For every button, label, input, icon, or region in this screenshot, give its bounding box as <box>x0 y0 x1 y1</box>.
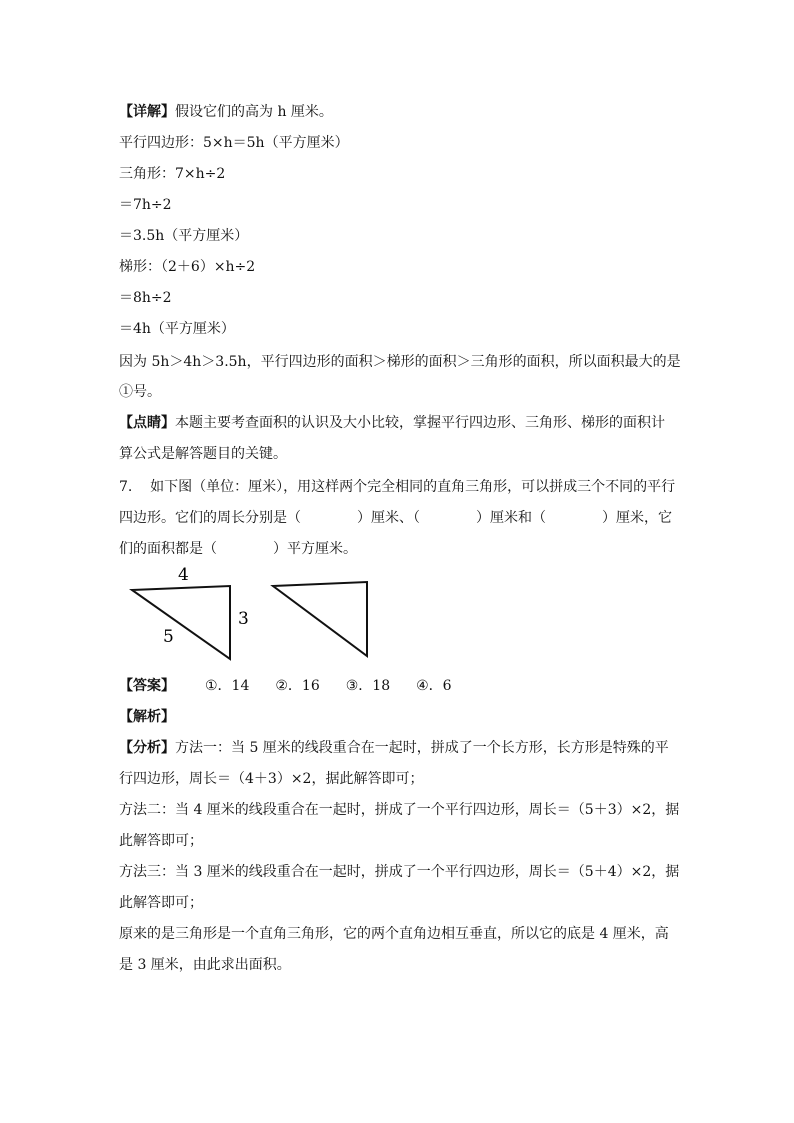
answer-item: ④．6 <box>416 678 452 694</box>
analysis-text: 原来的是三角形是一个直角三角形，它的两个直角边相互垂直，所以它的底是 4 厘米，高 <box>119 926 669 942</box>
question-text: 们的面积都是（ ）平方厘米。 <box>119 541 357 557</box>
right-side-label: 3 <box>238 609 249 629</box>
comment-text: 本题主要考查面积的认识及大小比较，掌握平行四边形、三角形、梯形的面积计 <box>175 415 665 431</box>
detail-intro-line <box>119 102 679 122</box>
question-number: 7. <box>119 479 133 495</box>
analysis-text: 方法二：当 4 厘米的线段重合在一起时，拼成了一个平行四边形，周长＝（5＋3）×2，据 <box>119 802 680 818</box>
hypotenuse-label: 5 <box>163 627 174 647</box>
analysis-text: 方法三：当 3 厘米的线段重合在一起时，拼成了一个平行四边形，周长＝（5＋4）×2，据 <box>119 864 680 880</box>
detail-line: ＝3.5h（平方厘米） <box>119 228 249 244</box>
detail-intro: 假设它们的高为 h 厘米。 <box>175 104 333 120</box>
analysis-line <box>119 738 679 758</box>
analysis-text: 是 3 厘米，由此求出面积。 <box>119 957 291 973</box>
detail-line: 因为 5h＞4h＞3.5h，平行四边形的面积＞梯形的面积＞三角形的面积，所以面积最大的是 <box>119 354 681 370</box>
fenxi-heading: 【分析】 <box>119 740 175 756</box>
triangle-figure <box>120 558 390 668</box>
comment-text: 算公式是解答题目的关键。 <box>119 446 287 462</box>
analysis-text: 此解答即可； <box>119 895 203 911</box>
detail-line: ＝8h÷2 <box>119 290 172 306</box>
detail-line: ＝7h÷2 <box>119 197 172 213</box>
left-triangle <box>132 586 230 659</box>
detail-heading: 【详解】 <box>119 104 175 120</box>
detail-line: 三角形：7×h÷2 <box>119 166 226 182</box>
answer-item: ②．16 <box>275 678 320 694</box>
detail-line: 梯形：（2＋6）×h÷2 <box>119 259 256 275</box>
answer-item: ①．14 <box>205 678 250 694</box>
question-line <box>119 477 679 497</box>
detail-line: ＝4h（平方厘米） <box>119 321 235 337</box>
right-triangle <box>273 582 367 656</box>
question-text: 四边形。它们的周长分别是（ ）厘米、（ ）厘米和（ ）厘米，它 <box>119 510 672 526</box>
analysis-text: 此解答即可； <box>119 833 203 849</box>
top-side-label: 4 <box>178 565 189 585</box>
comment-heading: 【点睛】 <box>119 415 175 431</box>
detail-line: 平行四边形：5×h＝5h（平方厘米） <box>119 135 349 151</box>
answer-heading: 【答案】 <box>119 678 175 694</box>
comment-line <box>119 413 679 433</box>
answer-line <box>119 676 679 696</box>
detail-line: ①号。 <box>119 384 161 400</box>
analysis-text: 行四边形，周长＝（4＋3）×2，据此解答即可； <box>119 771 424 787</box>
question-text: 如下图（单位：厘米），用这样两个完全相同的直角三角形，可以拼成三个不同的平行 <box>150 479 676 495</box>
analysis-text: 方法一：当 5 厘米的线段重合在一起时，拼成了一个长方形，长方形是特殊的平 <box>175 740 669 756</box>
analysis-heading: 【解析】 <box>119 709 175 725</box>
answer-item: ③．18 <box>345 678 391 694</box>
